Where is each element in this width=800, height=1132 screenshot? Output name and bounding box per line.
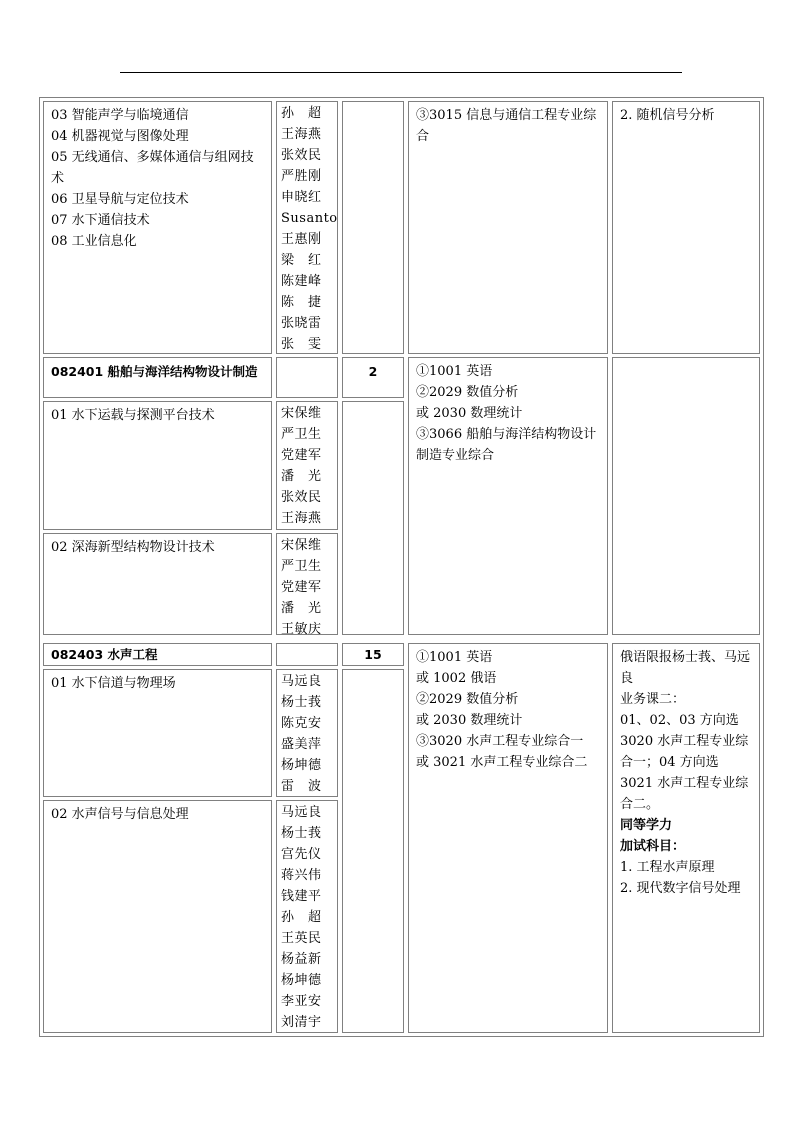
list-item: 07 水下通信技术 [51, 213, 150, 228]
advisor-list-cell [276, 401, 338, 530]
exam-subjects-cell [408, 357, 608, 635]
notes-text: 2. 随机信号分析 [620, 108, 715, 123]
list-item: 马远良 [281, 805, 322, 820]
list-item: 孙 超 [281, 910, 322, 925]
list-item: 2. 现代数字信号处理 [620, 881, 741, 896]
quota-value: 2 [368, 364, 378, 379]
list-item: 马远良 [281, 674, 322, 689]
list-item: 申晓红 [281, 190, 322, 205]
quota-cell [342, 643, 404, 666]
list-item: 潘 光 [281, 601, 322, 616]
list-item: 李亚安 [281, 994, 322, 1009]
list-item: 党建军 [281, 448, 322, 463]
list-item: 梁 红 [281, 253, 322, 268]
notes-list [620, 647, 752, 815]
list-item: 杨坤德 [281, 758, 322, 773]
list-item: 陈克安 [281, 716, 322, 731]
list-item: 陈 捷 [281, 295, 322, 310]
list-item: 盛美萍 [281, 737, 322, 752]
list-item: 或 3021 水声工程专业综合二 [416, 755, 588, 770]
list-item: 党建军 [281, 580, 322, 595]
list-item: 严胜刚 [281, 169, 322, 184]
list-item: 雷 波 [281, 779, 322, 794]
list-item: 杨士莪 [281, 826, 322, 841]
exam-subjects-cell [408, 643, 608, 1033]
list-item: 或 2030 数理统计 [416, 713, 523, 728]
direction-cell [43, 533, 272, 635]
list-item: 陈建峰 [281, 274, 322, 289]
quota-cell [342, 101, 404, 354]
list-item: 严卫生 [281, 427, 322, 442]
direction-cell [43, 669, 272, 797]
list-item: 杨坤德 [281, 973, 322, 988]
list-item: 加试科目： [620, 839, 686, 854]
quota-value: 15 [364, 647, 382, 662]
advisor-list-cell [276, 533, 338, 635]
quota-cell [342, 401, 404, 635]
advisor-list-cell [276, 800, 338, 1033]
quota-cell [342, 669, 404, 1033]
list-item: 杨士莪 [281, 695, 322, 710]
list-item: ③3066 船舶与海洋结构物设计制造专业综合 [416, 427, 597, 463]
list-item: 杨益新 [281, 952, 322, 967]
list-item: 钱建平 [281, 889, 322, 904]
list-item: 张效民 [281, 490, 322, 505]
notes-cell [612, 643, 760, 1033]
major-title: 082403 水声工程 [51, 647, 158, 662]
header-rule [120, 72, 682, 73]
list-item: 08 工业信息化 [51, 234, 137, 249]
list-item: 同等学力 [620, 818, 673, 833]
list-item: 张效民 [281, 148, 322, 163]
list-item: 或 1002 俄语 [416, 671, 497, 686]
list-item: 俄语限报杨士莪、马远良 [620, 650, 751, 686]
list-item: 宋保维 [281, 406, 322, 421]
direction-list-cell [43, 101, 272, 354]
notes-bold-list [620, 815, 752, 857]
quota-cell [342, 357, 404, 398]
list-item: 业务课二： [620, 692, 686, 707]
list-item: 04 机器视觉与图像处理 [51, 129, 189, 144]
list-item: ①1001 英语 [416, 364, 493, 379]
major-title: 082401 船舶与海洋结构物设计制造 [51, 364, 258, 379]
list-item: 王敏庆 [281, 622, 322, 637]
list-item: 01、02、03 方向选 3020 水声工程专业综合一；04 方向选 3021 水声工程专业综合二。 [620, 713, 749, 812]
list-item: 孙 超 [281, 106, 322, 121]
list-item: 宋保维 [281, 538, 322, 553]
list-item: 张晓雷 [281, 316, 322, 331]
major-title-cell [43, 357, 272, 398]
list-item: Susanto [281, 211, 338, 226]
list-item: 张 雯 [281, 337, 322, 352]
direction-cell [43, 401, 272, 530]
list-item: 或 2030 数理统计 [416, 406, 523, 421]
direction-name: 02 深海新型结构物设计技术 [51, 540, 215, 555]
list-item: 潘 光 [281, 469, 322, 484]
list-item: 1. 工程水声原理 [620, 860, 715, 875]
list-item: 严卫生 [281, 559, 322, 574]
list-item: ②2029 数值分析 [416, 692, 519, 707]
list-item: 王海燕 [281, 511, 322, 526]
direction-name: 01 水下运载与探测平台技术 [51, 408, 215, 423]
list-item: ①1001 英语 [416, 650, 493, 665]
list-item: 03 智能声学与临境通信 [51, 108, 189, 123]
list-item: 05 无线通信、多媒体通信与组网技术 [51, 150, 254, 186]
direction-name: 02 水声信号与信息处理 [51, 807, 189, 822]
list-item: 王惠刚 [281, 232, 322, 247]
exam-subjects-cell [408, 101, 608, 354]
list-item: 王海燕 [281, 127, 322, 142]
list-item: ③3020 水声工程专业综合一 [416, 734, 584, 749]
notes-cell [612, 357, 760, 635]
program-table [39, 97, 764, 1037]
advisor-list-cell [276, 101, 338, 354]
list-item: ②2029 数值分析 [416, 385, 519, 400]
list-item: 宫先仪 [281, 847, 322, 862]
advisor-header-cell [276, 357, 338, 398]
list-item: 06 卫星导航与定位技术 [51, 192, 189, 207]
major-title-cell [43, 643, 272, 666]
notes-after-list [620, 857, 752, 899]
notes-cell [612, 101, 760, 354]
direction-cell [43, 800, 272, 1033]
list-item: 刘清宇 [281, 1015, 322, 1030]
direction-name: 01 水下信道与物理场 [51, 676, 176, 691]
list-item: 蒋兴伟 [281, 868, 322, 883]
list-item: 王英民 [281, 931, 322, 946]
exam-subjects-text: ③3015 信息与通信工程专业综合 [416, 108, 597, 144]
advisor-header-cell [276, 643, 338, 666]
advisor-list-cell [276, 669, 338, 797]
